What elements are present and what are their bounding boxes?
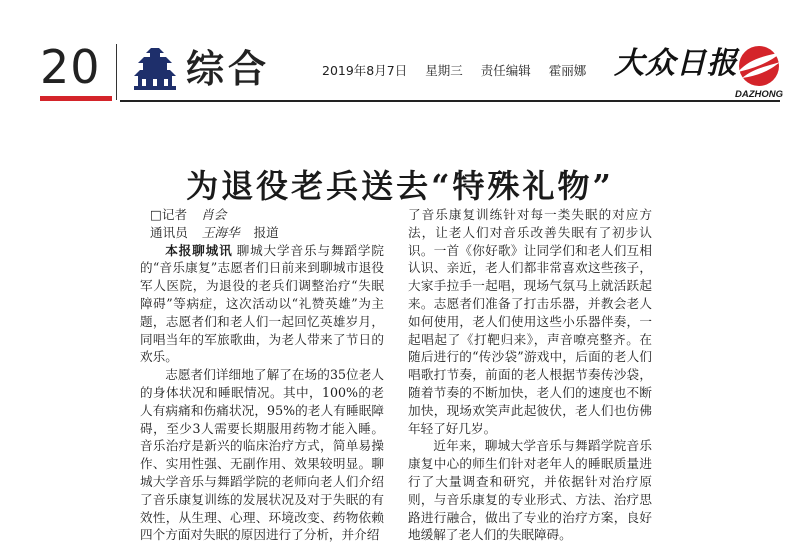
issue-date: 2019年8月7日 <box>322 63 408 78</box>
editor-name: 霍丽娜 <box>548 63 587 78</box>
brand-latin: DAZHONG <box>734 89 784 100</box>
byline-reporter <box>150 206 384 224</box>
page-number-accent-bar <box>40 96 112 101</box>
pavilion-icon <box>130 44 180 94</box>
masthead <box>0 0 800 112</box>
article-paragraph-2-continued: 了音乐康复训练针对每一类失眠的对应方法，让老人们对音乐改善失眠有了初步认识。一首《你好歌》让同学们和老人们互相认识、亲近，老人们都非常喜欢这些孩子，大家手拉手一起唱，现场气氛马上就活跃起来。志愿者们准备了打击乐器，并教会老人如何使用，老人们使用这些小乐器伴奏，一起唱起了《打靶归来》，声音嘹亮整齐。在随后进行的“传沙袋”游戏中，后面的老人们唱歌打节奏，前面的老人根据节奏传沙袋，随着节奏的不断加快，老人们的速度也不断加快，现场欢笑声此起彼伏，老人们也仿佛年轻了好几岁。 <box>408 207 652 436</box>
report-word: 报道 <box>253 224 279 240</box>
article-paragraph-3: 近年来，聊城大学音乐与舞蹈学院音乐康复中心的师生们针对老年人的睡眠质量进行了大量调查和研究，并依据针对治疗原则，与音乐康复的专业形式、方法、治疗思路进行融合，做出了专业的治疗方案，良好地缓解了老人们的失眠障碍。 <box>408 438 652 543</box>
editor-label: 责任编辑 <box>480 63 531 78</box>
article-paragraph-1: 本报聊城讯 聊城大学音乐与舞蹈学院的“音乐康复”志愿者们日前来到聊城市退役军人医院，为退役的老兵们调整治疗“失眠障碍”等病症，这次活动以“礼赞英雄”为主题，志愿者们和老人们一起回忆英雄岁月，同唱当年的军旅歌曲，为老人带来了节日的欢乐。 <box>140 242 385 365</box>
article-column-right <box>408 206 652 544</box>
article-paragraph-2: 志愿者们详细地了解了在场的35位老人的身体状况和睡眠情况。其中，100%的老人有病痛和伤痛状况，95%的老人有睡眠障碍，至少3人需要长期服用药物才能入睡。音乐治疗是新兴的临床治疗方式，简单易操作、实用性强、无副作用、效果较明显。聊城大学音乐与舞蹈学院的老师向老人们介绍了音乐康复训练的发展状况及对于失眠的有效性，从生理、心理、环境改变、药物依赖四个方面对失眠的原因进行了分析，并介绍 <box>140 367 384 543</box>
reporter-name: 肖会 <box>201 207 227 222</box>
brand-name: 大众日报 <box>614 46 738 81</box>
issue-weekday: 星期三 <box>425 63 463 78</box>
correspondent-role: 通讯员 <box>150 224 188 240</box>
byline-correspondent <box>150 224 384 242</box>
issue-info <box>322 62 600 80</box>
article-column-left <box>140 206 384 544</box>
article-headline: 为退役老兵送去“特殊礼物” <box>186 167 614 206</box>
header-rule <box>120 100 780 102</box>
lead-tag: 本报聊城讯 <box>165 242 233 258</box>
page-number: 20 <box>40 40 101 94</box>
header-divider <box>116 44 117 100</box>
correspondent-name: 王海华 <box>201 224 240 240</box>
dazhong-logo-icon <box>730 44 788 100</box>
reporter-role: □记者 <box>150 207 188 222</box>
section-title: 综合 <box>186 47 271 91</box>
